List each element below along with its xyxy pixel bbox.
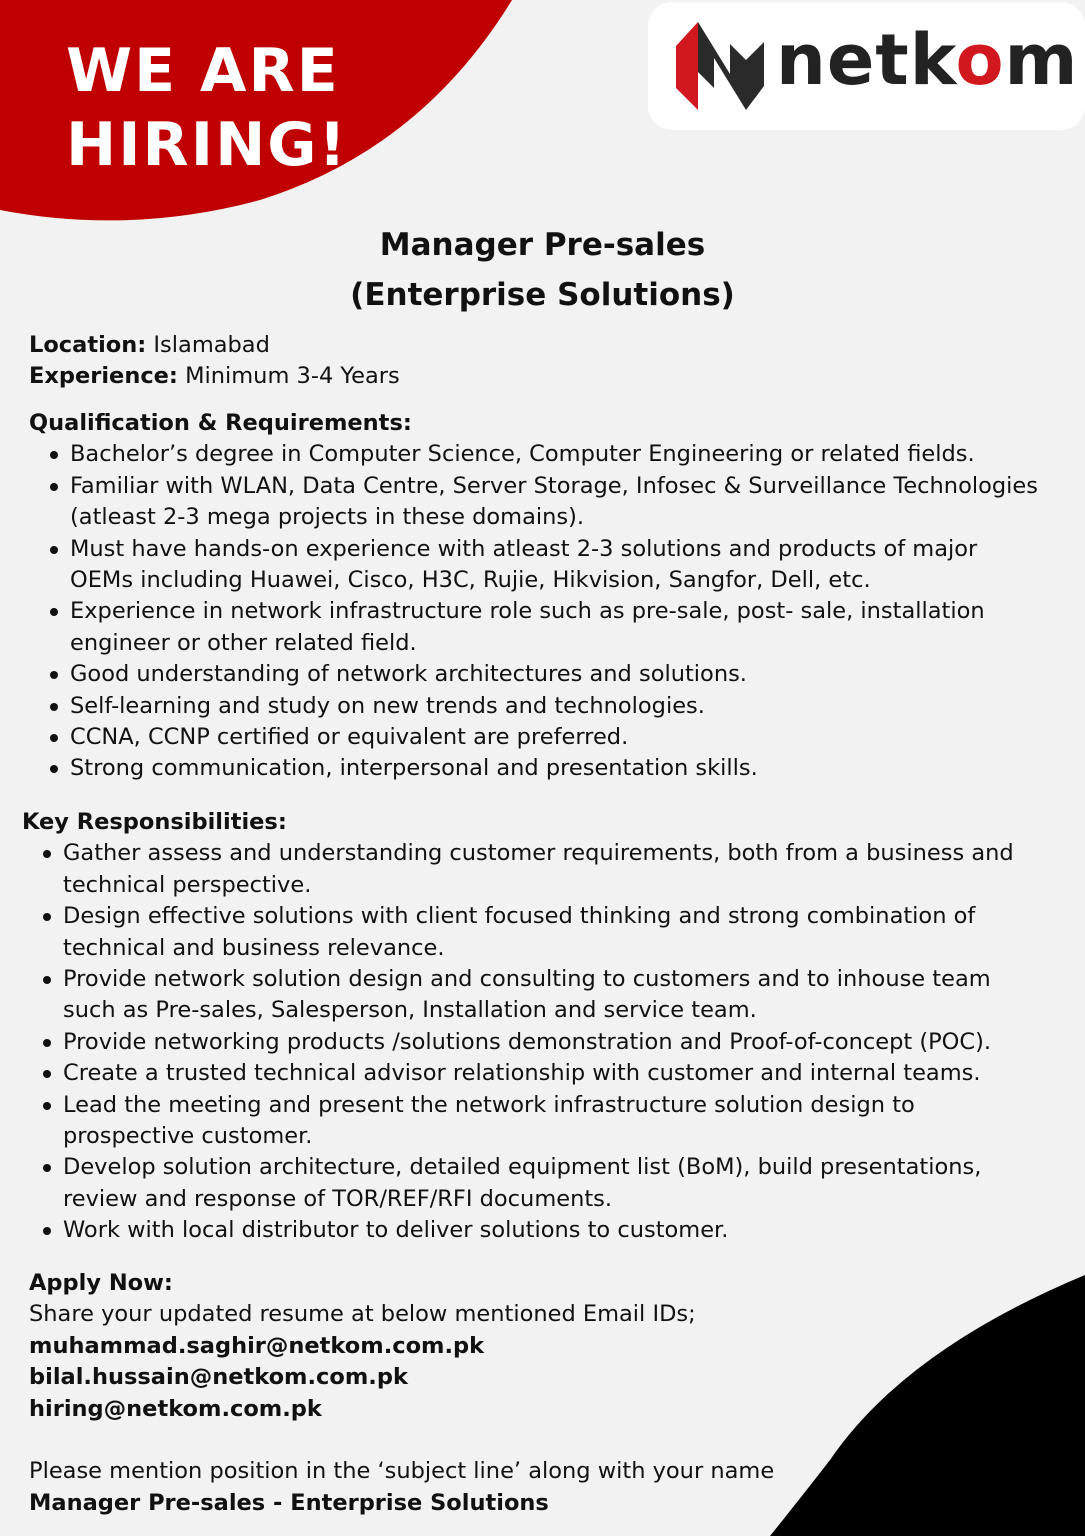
qualifications-item xyxy=(29,534,1038,597)
responsibilities-item-line: Design effective solutions with client focused thinking and strong combination of xyxy=(63,903,976,930)
qualifications-section xyxy=(29,408,1038,785)
responsibilities-item-line: Develop solution architecture, detailed equipment list (BoM), build presentations, xyxy=(63,1154,982,1181)
responsibilities-item-line: such as Pre-sales, Salesperson, Installation and service team. xyxy=(63,997,757,1024)
netkom-wordmark xyxy=(776,20,1079,100)
responsibilities-section xyxy=(22,807,1014,1247)
responsibilities-item-line: Create a trusted technical advisor relationship with customer and internal teams. xyxy=(63,1060,981,1087)
qualifications-item-line: CCNA, CCNP certified or equivalent are preferred. xyxy=(70,724,629,751)
qualifications-item-line: Experience in network infrastructure role such as pre-sale, post- sale, installation xyxy=(70,598,985,625)
wordmark-part2: m xyxy=(1004,19,1079,101)
responsibilities-item-line: Lead the meeting and present the network infrastructure solution design to xyxy=(63,1091,915,1118)
qualifications-item-line: OEMs including Huawei, Cisco, H3C, Rujie, Hikvision, Sangfor, Dell, etc. xyxy=(70,567,871,594)
hiring-headline-line2: HIRING! xyxy=(66,110,348,180)
black-corner-shape xyxy=(770,1275,1085,1536)
experience-value: Minimum 3-4 Years xyxy=(185,363,400,390)
responsibilities-heading: Key Responsibilities: xyxy=(22,809,287,835)
qualifications-item xyxy=(29,439,1038,470)
email-link-1[interactable]: muhammad.saghir@netkom.com.pk xyxy=(29,1332,485,1359)
qualifications-list xyxy=(29,439,1038,784)
responsibilities-item-line: Provide network solution design and consulting to customers and to inhouse team xyxy=(63,966,991,993)
subject-note: Please mention position in the ‘subject line’ along with your name xyxy=(29,1458,775,1485)
responsibilities-item xyxy=(22,1058,1014,1089)
responsibilities-item xyxy=(22,838,1014,901)
qualifications-item-line: Must have hands-on experience with atleast 2-3 solutions and products of major xyxy=(70,535,978,562)
responsibilities-item-line: technical perspective. xyxy=(63,871,312,898)
responsibilities-item-line: Provide networking products /solutions demonstration and Proof-of-concept (POC). xyxy=(63,1028,992,1055)
qualifications-item-line: Bachelor’s degree in Computer Science, Computer Engineering or related fields. xyxy=(70,441,975,468)
location-label: Location: xyxy=(29,332,147,358)
qualifications-item-line: Familiar with WLAN, Data Centre, Server Storage, Infosec & Surveillance Technologies xyxy=(70,472,1038,499)
spacer xyxy=(29,1425,774,1456)
qualifications-item xyxy=(29,659,1038,690)
responsibilities-item-line: Gather assess and understanding customer requirements, both from a business and xyxy=(63,840,1014,867)
qualifications-item xyxy=(29,722,1038,753)
qualifications-item-line: engineer or other related field. xyxy=(70,629,417,656)
responsibilities-item xyxy=(22,964,1014,1027)
responsibilities-item xyxy=(22,1152,1014,1215)
responsibilities-item-line: technical and business relevance. xyxy=(63,934,445,961)
location-row xyxy=(29,330,400,361)
experience-label: Experience: xyxy=(29,363,178,390)
hiring-headline-line1: WE ARE xyxy=(66,36,340,106)
wordmark-part1: netk xyxy=(776,19,956,101)
apply-section xyxy=(29,1268,774,1519)
qualifications-item xyxy=(29,691,1038,722)
qualifications-item-line: (atleast 2-3 mega projects in these domains). xyxy=(70,504,585,531)
responsibilities-item-line: review and response of TOR/REF/RFI documents. xyxy=(63,1185,613,1212)
qualifications-item xyxy=(29,596,1038,659)
responsibilities-item-line: Work with local distributor to deliver solutions to customer. xyxy=(63,1217,729,1244)
responsibilities-item xyxy=(22,1090,1014,1153)
email-link-2[interactable]: bilal.hussain@netkom.com.pk xyxy=(29,1364,408,1391)
job-title-line2: (Enterprise Solutions) xyxy=(350,277,735,313)
hiring-headline xyxy=(66,34,348,182)
job-title-line1: Manager Pre-sales xyxy=(379,227,706,263)
netkom-n-logo-icon xyxy=(668,16,772,116)
responsibilities-list xyxy=(22,838,1014,1246)
company-logo xyxy=(648,2,1085,130)
experience-row xyxy=(29,361,400,392)
apply-instruction: Share your updated resume at below mentioned Email IDs; xyxy=(29,1301,696,1328)
job-meta xyxy=(29,330,400,393)
apply-heading: Apply Now: xyxy=(29,1270,173,1296)
qualifications-item xyxy=(29,471,1038,534)
responsibilities-item xyxy=(22,1027,1014,1058)
qualifications-item-line: Strong communication, interpersonal and presentation skills. xyxy=(70,755,758,782)
qualifications-heading: Qualification & Requirements: xyxy=(29,410,412,436)
subject-line-text: Manager Pre-sales - Enterprise Solutions xyxy=(29,1489,549,1516)
qualifications-item xyxy=(29,753,1038,784)
email-link-3[interactable]: hiring@netkom.com.pk xyxy=(29,1395,322,1422)
job-title xyxy=(0,220,1085,320)
location-value: Islamabad xyxy=(153,332,270,358)
responsibilities-item xyxy=(22,901,1014,964)
responsibilities-item xyxy=(22,1215,1014,1246)
responsibilities-item-line: prospective customer. xyxy=(63,1123,313,1150)
wordmark-accent-letter: o xyxy=(955,19,1005,101)
qualifications-item-line: Good understanding of network architectures and solutions. xyxy=(70,661,747,688)
qualifications-item-line: Self-learning and study on new trends and technologies. xyxy=(70,692,705,719)
